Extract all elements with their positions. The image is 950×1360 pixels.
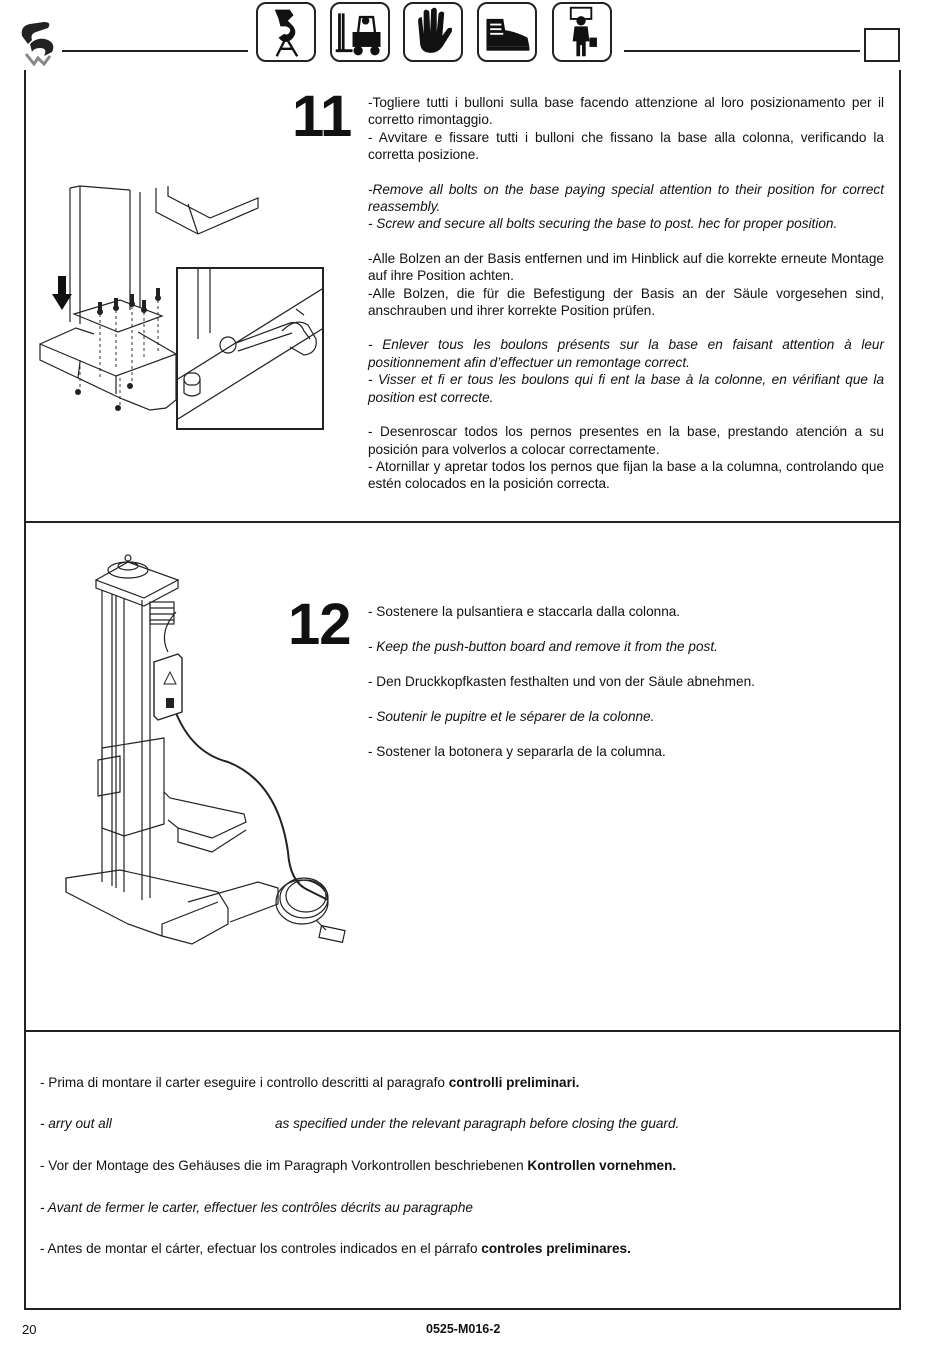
step-11-instructions	[368, 94, 884, 493]
step-11-line: -Alle Bolzen an der Basis entfernen und im Hinblick auf die korrekte erneute Montage auf ihre Position achten.	[368, 250, 884, 284]
step-12-line: - Den Druckkopfkasten festhalten und von der Säule abnehmen.	[368, 673, 755, 689]
step-number-12: 12	[288, 592, 351, 657]
forklift-icon	[330, 2, 390, 62]
step-number-11: 11	[292, 84, 352, 149]
brand-logo	[18, 18, 60, 66]
step-11-line: - Desenroscar todos los pernos presentes en la base, prestando atención a su posición para volverlos a colocar correctamente.	[368, 424, 884, 457]
step-11-line: - Avvitare e fissare tutti i bulloni che fissano la base alla colonna, verificando la corretta posizione.	[368, 129, 884, 163]
note-german-bold: Kontrollen vornehmen.	[527, 1158, 677, 1173]
note-english-text-a: - arry out all	[40, 1116, 112, 1131]
step-12-instructions	[368, 603, 888, 778]
frame-left-border	[24, 70, 26, 1310]
note-french-text: - Avant de fermer le carter, effectuer les contrôles décrits au paragraphe	[40, 1200, 473, 1215]
paragraph-gap	[368, 233, 884, 250]
step-11-line: - Screw and secure all bolts securing the base to post. hec for proper position.	[368, 216, 838, 232]
step-12-line: - Keep the push-button board and remove it from the post.	[368, 638, 718, 654]
step-11-line: -Remove all bolts on the base paying special attention to their position for correct reassembly.	[368, 181, 884, 215]
note-german	[40, 1158, 676, 1173]
step-12-line: - Soutenir le pupitre et le séparer de la colonne.	[368, 708, 655, 724]
header-corner-box	[864, 28, 900, 62]
note-spanish-bold: controles preliminares.	[481, 1241, 631, 1256]
hook-icon	[256, 2, 316, 62]
safety-shoe-icon	[477, 2, 537, 62]
bolt-detail-callout	[176, 267, 324, 430]
glove-icon	[403, 2, 463, 62]
step-11-line: - Enlever tous les boulons présents sur la base en faisant attention à leur positionnement afin d’effectuer un remontage correct.	[368, 337, 884, 370]
step-11-line: -Alle Bolzen, die für die Befestigung der Basis an der Säule vorgesehen sind, anschrauben und ihrer korrekte Position prüfen.	[368, 285, 884, 319]
section-divider-2	[24, 1030, 901, 1032]
document-code: 0525-M016-2	[426, 1322, 501, 1336]
note-spanish-text: - Antes de montar el cárter, efectuar los controles indicados en el párrafo	[40, 1241, 482, 1256]
note-french	[40, 1200, 473, 1215]
page-number: 20	[22, 1322, 37, 1337]
note-spanish	[40, 1241, 631, 1256]
paragraph-gap	[368, 406, 884, 423]
header-rule-right	[624, 50, 860, 52]
frame-bottom-border	[24, 1308, 901, 1310]
note-english-text-b: as specified under the relevant paragraph before closing the guard.	[275, 1116, 680, 1131]
paragraph-gap	[368, 319, 884, 336]
note-italian	[40, 1075, 579, 1090]
frame-right-border	[899, 70, 901, 1310]
header-rule-left	[62, 50, 248, 52]
operator-icon	[552, 2, 612, 62]
note-german-text: - Vor der Montage des Gehäuses die im Paragraph Vorkontrollen beschriebenen	[40, 1158, 528, 1173]
step-11-line: - Atornillar y apretar todos los pernos que fijan la base a la columna, controlando que estén colocados en la posición correcta.	[368, 458, 884, 492]
note-english	[40, 1116, 680, 1131]
step-12-line: - Sostener la botonera y separarla de la columna.	[368, 743, 666, 759]
step-11-line: - Visser et fi er tous les boulons qui fi ent la base à la colonne, en vérifiant que la position est correcte.	[368, 372, 884, 405]
note-italian-text: - Prima di montare il carter eseguire i controllo descritti al paragrafo	[40, 1075, 449, 1090]
paragraph-gap	[368, 164, 884, 181]
note-italian-bold: controlli preliminari.	[448, 1075, 580, 1090]
step-12-line: - Sostenere la pulsantiera e staccarla dalla colonna.	[368, 604, 681, 619]
step-11-line: -Togliere tutti i bulloni sulla base facendo attenzione al loro posizionamento per il corretto rimontaggio.	[368, 95, 884, 128]
section-divider-1	[24, 521, 901, 523]
